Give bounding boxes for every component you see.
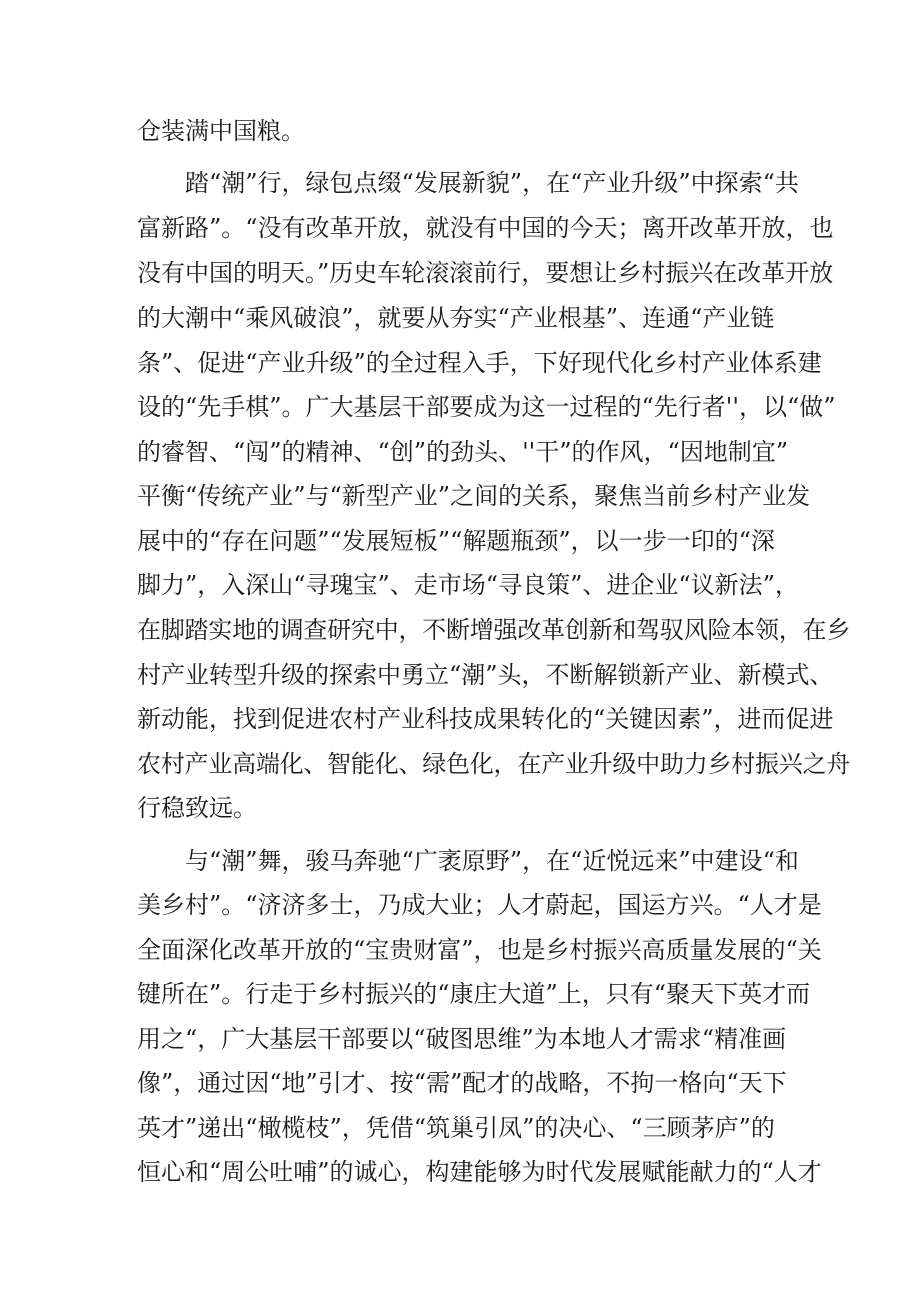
- text-line: 美乡村”。“济济多士，乃成大业；人才蔚起，国运方兴。“人才是: [137, 891, 822, 919]
- text-line: 条”、促进“产业升级”的全过程入手，下好现代化乡村产业体系建: [137, 349, 822, 377]
- text-line: 农村产业高端化、智能化、绿色化，在产业升级中助力乡村振兴之舟: [137, 750, 851, 778]
- text-line: 的睿智、“闯”的精神、“创”的劲头、''干”的作风，“因地制宜”: [137, 438, 789, 466]
- text-line: 新动能，找到促进农村产业科技成果转化的“关键因素”，进而促进: [137, 705, 834, 733]
- text-line: 平衡“传统产业”与“新型产业”之间的关系，聚焦当前乡村产业发: [137, 482, 811, 510]
- text-line: 恒心和“周公吐哺”的诚心，构建能够为时代发展赋能献力的“人才: [137, 1158, 822, 1186]
- text-line: 富新路”。“没有改革开放，就没有中国的今天；离开改革开放，也: [137, 214, 834, 242]
- text-line: 行稳致远。: [137, 794, 257, 822]
- text-line: 像”，通过因“地”引才、按“需”配才的战略，不拘一格向“天下: [137, 1069, 787, 1097]
- text-line: 全面深化改革开放的“宝贵财富”，也是乡村振兴高质量发展的“关: [137, 936, 822, 964]
- text-line: 英才”递出“橄榄枝”，凭借“筑巢引凤”的决心、“三顾茅庐”的: [137, 1114, 775, 1142]
- text-line: 的大潮中“乘风破浪”，就要从夯实“产业根基”、连通“产业链: [137, 304, 775, 332]
- text-line: 脚力”，入深山“寻瑰宝”、走市场“寻良策”、进企业“议新法”，: [137, 571, 799, 599]
- text-line: 没有中国的明天。”历史车轮滚滚前行，要想让乡村振兴在改革开放: [137, 259, 834, 287]
- text-line: 在脚踏实地的调查研究中，不断增强改革创新和驾驭风险本领，在乡: [137, 616, 851, 644]
- paragraph-first-line: 与“潮”舞，骏马奔驰“广袤原野”，在“近悦远来”中建设“和: [185, 847, 799, 875]
- text-line: 设的“先手棋”。广大基层干部要成为这一过程的“先行者''，以“做”: [137, 393, 836, 421]
- text-line: 村产业转型升级的探索中勇立“潮”头，不断解锁新产业、新模式、: [137, 661, 834, 689]
- text-line: 展中的“存在问题”“发展短板”“解题瓶颈”，以一步一印的“深: [137, 527, 775, 555]
- text-line: 仓装满中国粮。: [137, 117, 305, 145]
- paragraph-first-line: 踏“潮”行，绿包点缀“发展新貌”，在“产业升级”中探索“共: [185, 169, 799, 197]
- text-line: 用之“，广大基层干部要以“破图思维”为本地人才需求“精准画: [137, 1025, 787, 1053]
- text-line: 键所在”。行走于乡村振兴的“康庄大道”上，只有“聚天下英才而: [137, 980, 811, 1008]
